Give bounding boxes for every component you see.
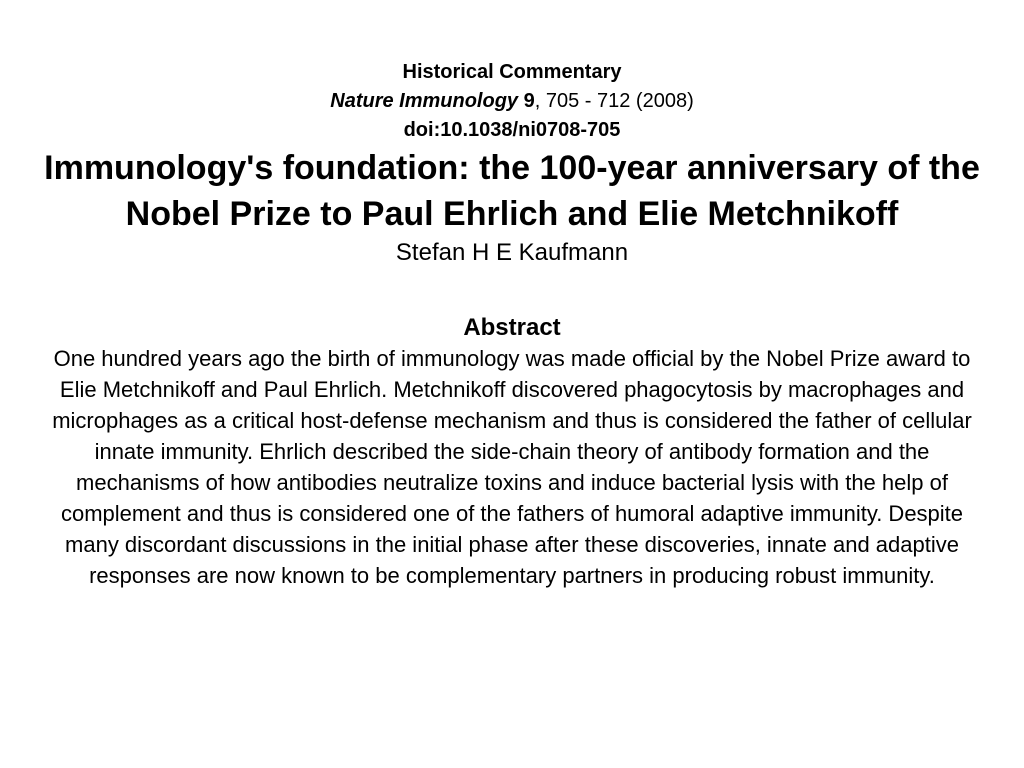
article-author: Stefan H E Kaufmann: [395, 239, 629, 266]
article-title: Immunology's foundation: the 100-year anniversary of the Nobel Prize to Paul Ehrlich and Elie Metchnikoff: [44, 149, 980, 233]
article-meta: [0, 58, 1024, 145]
abstract-body: One hundred years ago the birth of immunology was made official by the Nobel Prize award to Elie Metchnikoff and Paul Ehrlich. Metchnikoff discovered phagocytosis by macrophages and microphages as a critical host-defense mechanism and thus is considered the father of cellular innate immunity. Ehrlich described the side-chain theory of antibody formation and the mechanisms of how antibodies neutralize toxins and induce bacterial lysis with the help of complement and thus is considered one of the fathers of humoral adaptive immunity. Despite many discordant discussions in the initial phase after these discoveries, innate and adaptive responses are now known to be complementary partners in producing robust immunity.: [52, 346, 972, 588]
journal-volume: 9: [523, 90, 535, 112]
doi: doi:10.1038/ni0708-705: [403, 119, 621, 141]
abstract-heading: Abstract: [463, 314, 561, 341]
journal-pages-year: , 705 - 712 (2008): [534, 90, 694, 112]
article-category: Historical Commentary: [402, 61, 622, 83]
journal-name: Nature Immunology: [330, 90, 519, 112]
journal-citation: [0, 87, 1024, 116]
